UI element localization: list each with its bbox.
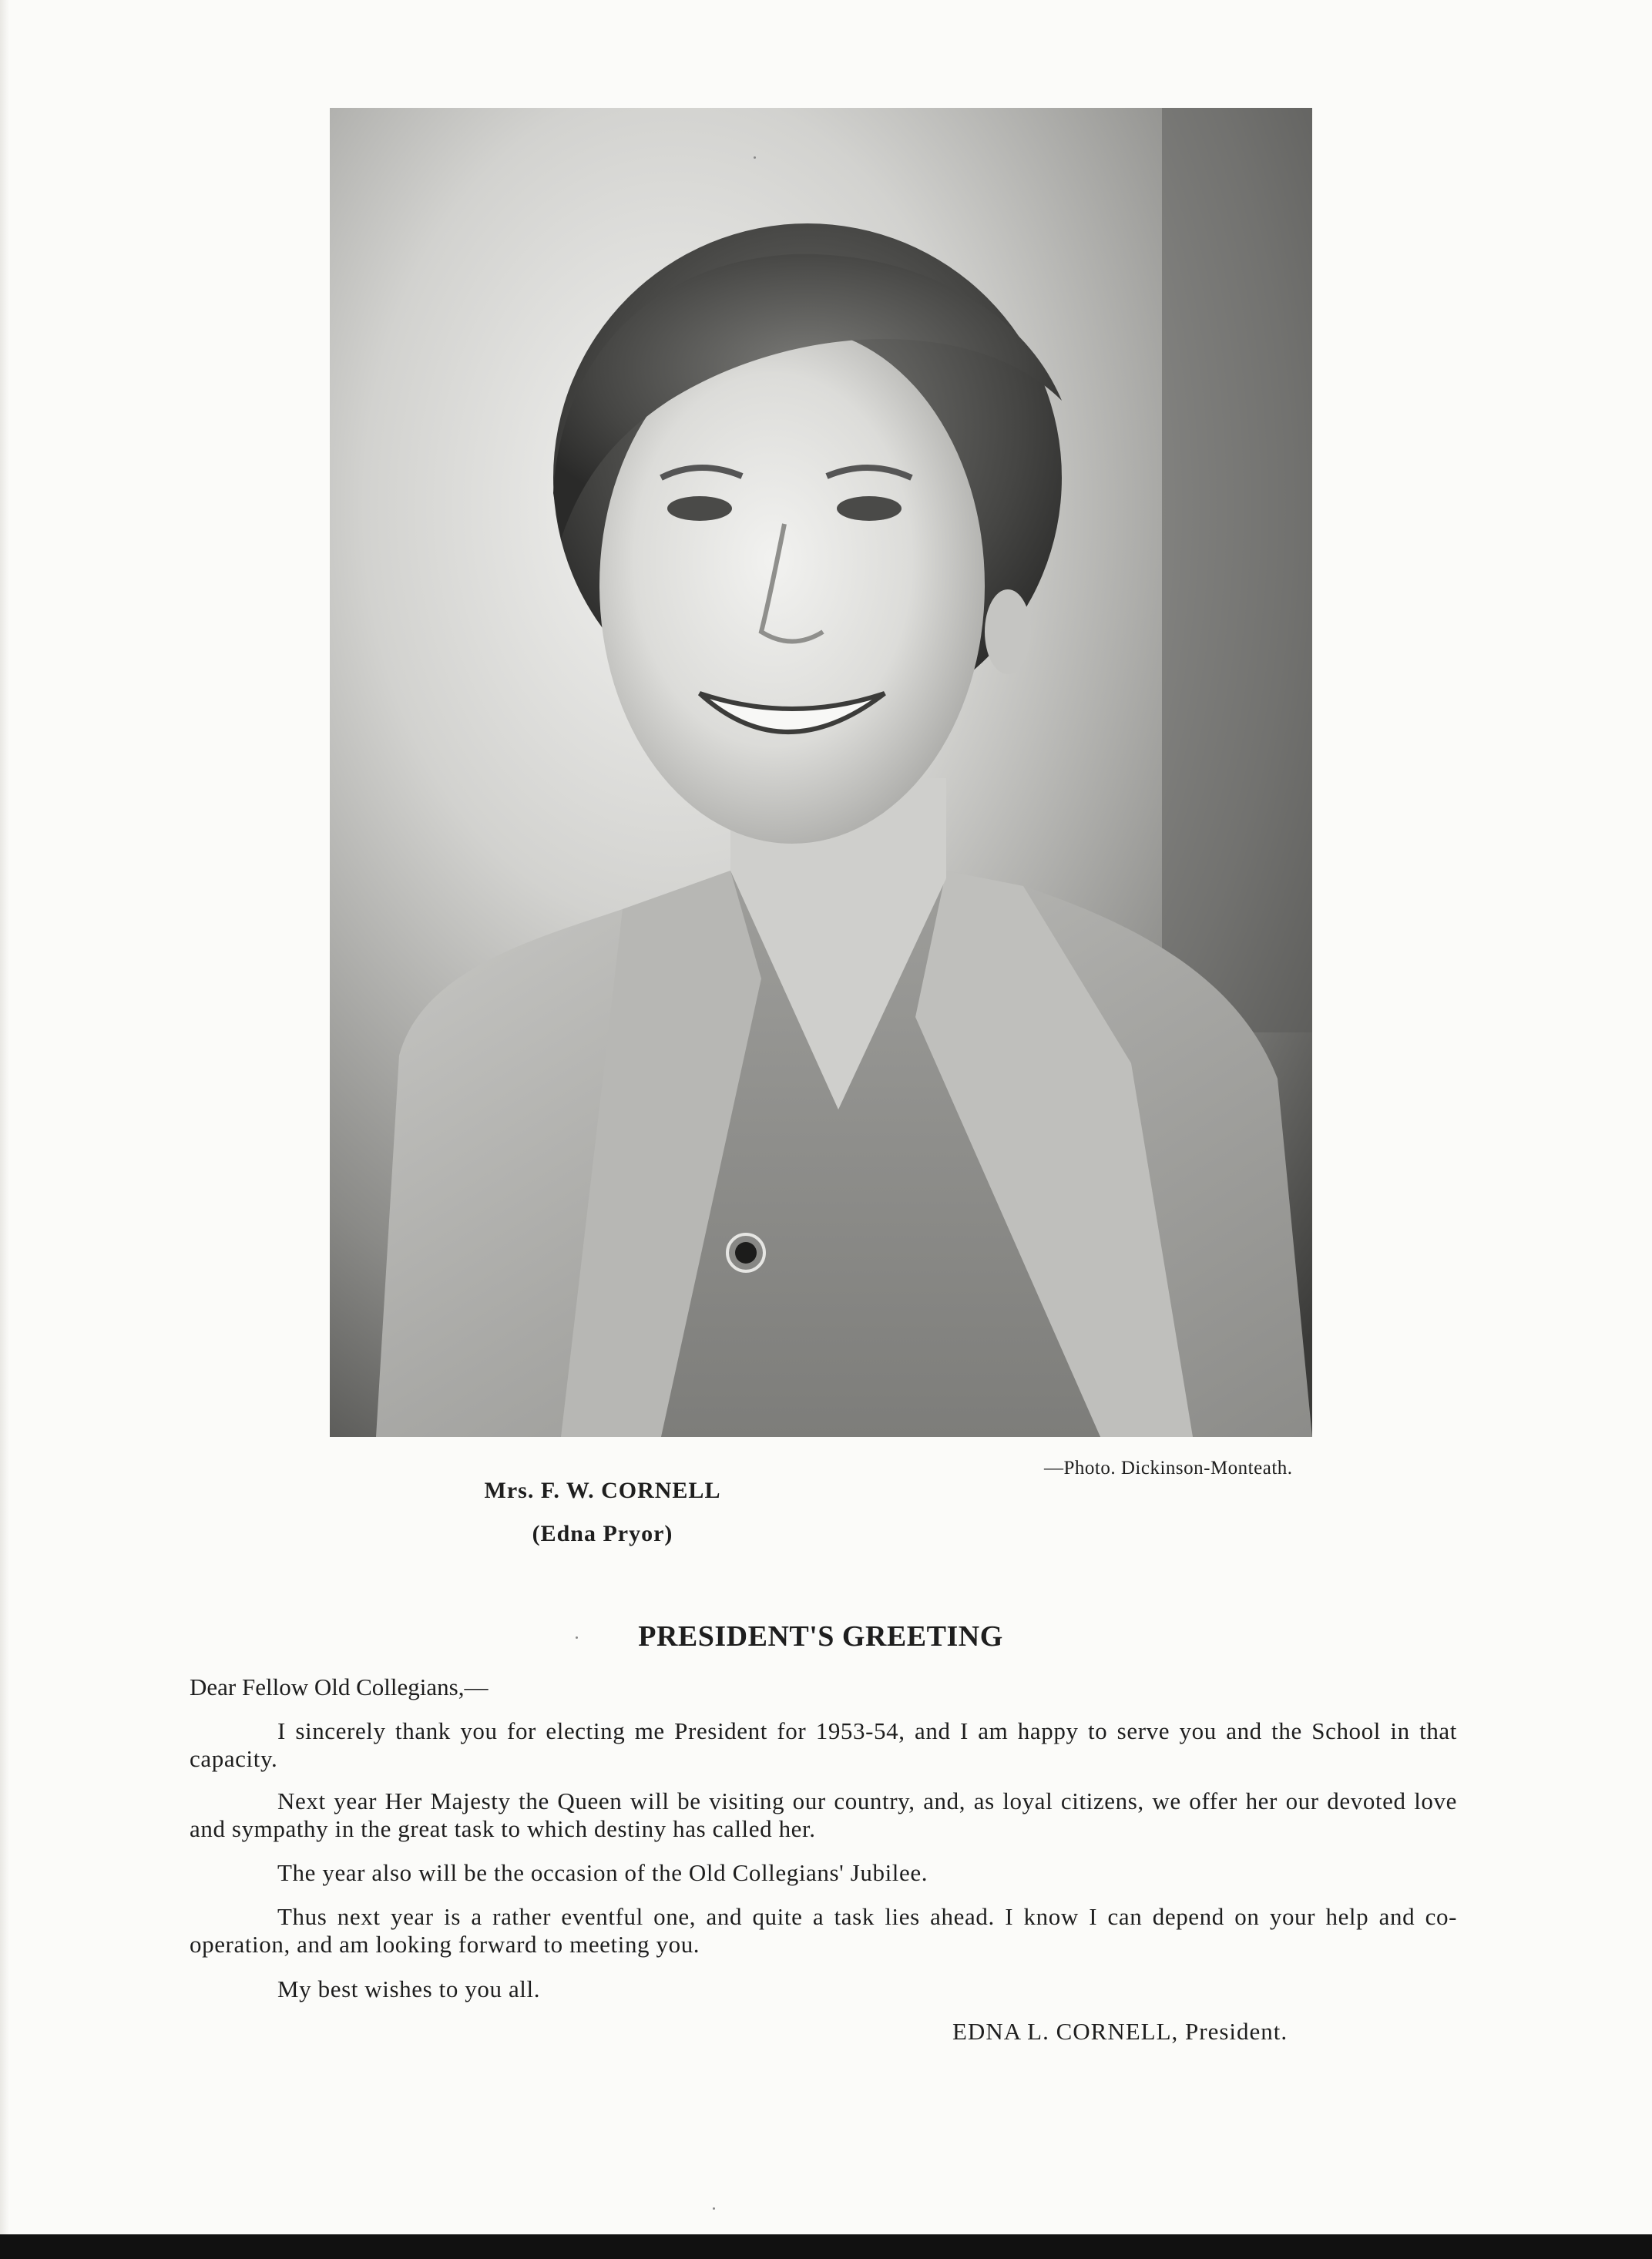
greeting-signature: EDNA L. CORNELL, President. [952, 2018, 1288, 2045]
greeting-title-text: PRESIDENT'S GREETING [638, 1620, 1003, 1653]
portrait-photo [330, 108, 1312, 1437]
portrait-image [330, 108, 1312, 1437]
greeting-paragraph: I sincerely thank you for electing me President for 1953-54, and I am happy to serve you and the School in that capacity. [190, 1717, 1457, 1772]
greeting-salutation: Dear Fellow Old Collegians,— [190, 1673, 489, 1700]
portrait-maiden-name-text: (Edna Pryor) [532, 1521, 673, 1546]
greeting-paragraph: My best wishes to you all. [277, 1975, 541, 2002]
photo-credit: —Photo. Dickinson-Monteath. [1044, 1458, 1293, 1479]
portrait-name-text: Mrs. F. W. CORNELL [484, 1478, 721, 1503]
greeting-paragraph: Thus next year is a rather eventful one, and quite a task lies ahead. I know I can depend on your help and co-operation, and am looking forward to meeting you. [190, 1903, 1457, 1958]
scan-speck [754, 156, 756, 159]
portrait-caption-maiden-name [0, 1521, 1652, 1547]
greeting-title [0, 1620, 1652, 1653]
scan-speck [713, 2207, 715, 2210]
scan-edge [0, 0, 9, 2234]
greeting-paragraph: The year also will be the occasion of the Old Collegians' Jubilee. [277, 1859, 928, 1886]
portrait-caption-name [0, 1478, 1652, 1504]
scan-speck [576, 1636, 578, 1639]
scan-bottom-border [0, 2234, 1652, 2259]
greeting-paragraph: Next year Her Majesty the Queen will be visiting our country, and, as loyal citizens, we offer her our devoted love and sympathy in the great task to which destiny has called her. [190, 1787, 1457, 1842]
